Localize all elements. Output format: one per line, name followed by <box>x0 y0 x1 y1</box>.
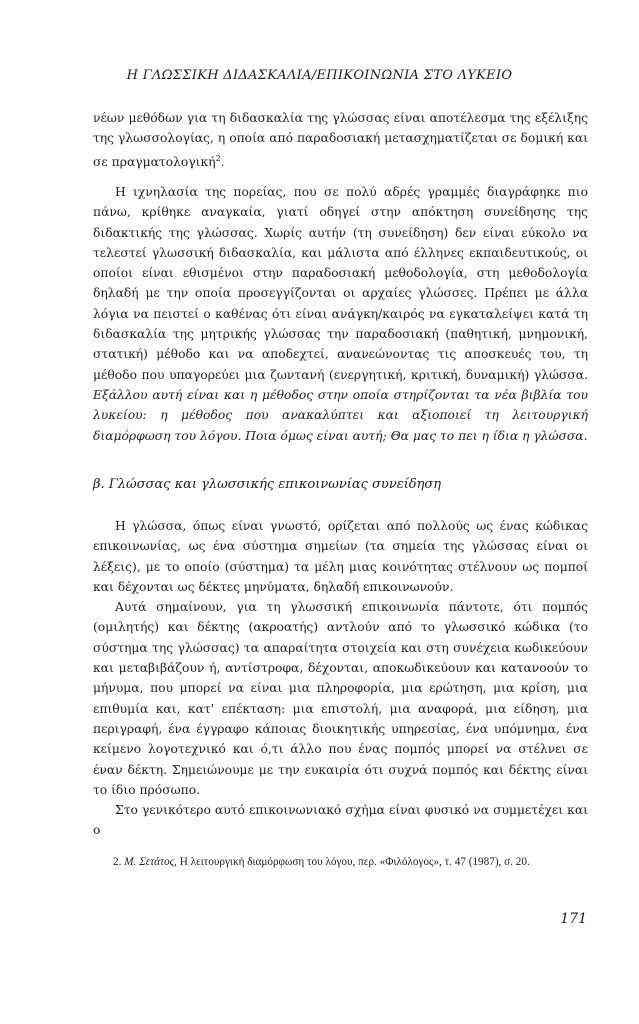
paragraph-2-text: Η ιχνηλασία της πορείας, που σε πολύ αδρές γραμμές διαγράφηκε πιο πάνω, κρίθηκε αναγκαία, γιατί οδηγεί στην απόκτηση συνείδησης της διδακτικής της γλώσσας. Χωρίς αυτήν (τη συνείδηση) δεν είναι εύκολο να τελεστεί γλωσσική διδασκαλία, και μάλιστα από έλληνες εκπαιδευτικούς, οι οποίοι είναι εθισμένοι στην παραδοσιακή μεθοδολογία, στη μεθοδολογία δηλαδή με την οποία προσεγγίζονται οι αρχαίες γλώσσες. Πρέπει με άλλα λόγια να πειστεί ο καθένας ότι είναι ανάγκη/καιρός να εγκαταλείψει κατά τη διδασκαλία της μητρικής γλώσσας την παραδοσιακή (παθητική, μνημονική, στατική) μέθοδο και να αποδεχτεί, ανανεώνοντας τις αποσκευές του, τη μέθοδο που υπαγορεύει μια ζωντανή (ενεργητική, κριτική, δυναμική) γλώσσα. <box>93 184 588 382</box>
footnote-ref: 2 <box>215 153 221 163</box>
page-number: 171 <box>560 911 587 927</box>
footnote <box>93 852 588 872</box>
paragraph-end: . <box>220 154 225 169</box>
footnote-index: 2. <box>113 856 122 868</box>
body-block-2 <box>93 516 588 841</box>
section-heading: β. Γλώσσας και γλωσσικής επικοινωνίας συνείδηση <box>93 477 442 492</box>
body-block-1 <box>93 108 588 446</box>
paragraph-2-italic: Εξάλλου αυτή είναι και η μέθοδος στην οποία στηρίζονται τα νέα βιβλία του λυκείου: η μέθοδος που ανακαλύπτει και αξιοποιεί τη λειτουργική διαμόρφωση του λόγου. Ποια όμως είναι αυτή; Θα μας το πει η ίδια η γλώσσα. <box>93 387 588 443</box>
footnote-text: Η λειτουργική διαμόρφωση του λόγου, περ. «Φιλόλογος», τ. 47 (1987), σ. 20. <box>176 856 530 868</box>
paragraph-text: νέων μεθόδων για τη διδασκαλία της γλώσσας είναι αποτέλεσμα της εξέλιξης της γλωσσολογίας, η οποία από παραδοσιακή μετασχηματίζεται σε δομική και σε πραγματολογική <box>93 111 588 169</box>
paragraph-3: Η γλώσσα, όπως είναι γνωστό, ορίζεται από πολλούς ως ένας κώδικας επικοινωνίας, ως ένα σύστημα σημείων (τα σημεία της γλώσσας είναι οι λέξεις), με το οποίο (σύστημα) τα μέλη μιας κοινότητας στέλνουν ως πομποί και δέχονται ως δέκτες μηνύματα, δηλαδή επικοινωνούν. <box>93 519 588 594</box>
running-header: Η ΓΛΩΣΣΙΚΗ ΔΙΔΑΣΚΑΛΙΑ/ΕΠΙΚΟΙΝΩΝΙΑ ΣΤΟ ΛΥΚΕΙΟ <box>126 68 513 83</box>
footnote-author: Μ. Σετάτος, <box>124 856 177 868</box>
paragraph-2 <box>93 182 588 446</box>
paragraph-4: Αυτά σημαίνουν, για τη γλωσσική επικοινωνία πάντοτε, ότι πομπός (ομιλητής) και δέκτης (ακροατής) αντλούν από το γλωσσικό κώδικα (το σύστημα της γλώσσας) τα απαραίτητα στοιχεία και στη συνέχεια κωδικεύουν και μεταβιβάζουν ή, αντίστροφα, δέχονται, αποκωδικεύουν και κατανοούν το μήνυμα, που μπορεί να είναι μια πληροφορία, μια ερώτηση, μια κρίση, μια επιθυμία και, κατ' επέκταση: μια επιστολή, μια αναφορά, μια είδηση, μια περιγραφή, ένα έγγραφο κάποιας διοικητικής υπηρεσίας, ένα υπόμνημα, ένα κείμενο λογοτεχνικό και ό,τι άλλο που ένας πομπός μπορεί να στέλνει σε έναν δέκτη. Σημειώνουμε με την ευκαιρία ότι συχνά πομπός και δέκτης είναι το ίδιο πρόσωπο. <box>93 600 588 797</box>
paragraph-continuation <box>93 108 588 172</box>
paragraph-5: Στο γενικότερο αυτό επικοινωνιακό σχήμα είναι φυσικό να συμμετέχει και ο <box>93 803 588 838</box>
